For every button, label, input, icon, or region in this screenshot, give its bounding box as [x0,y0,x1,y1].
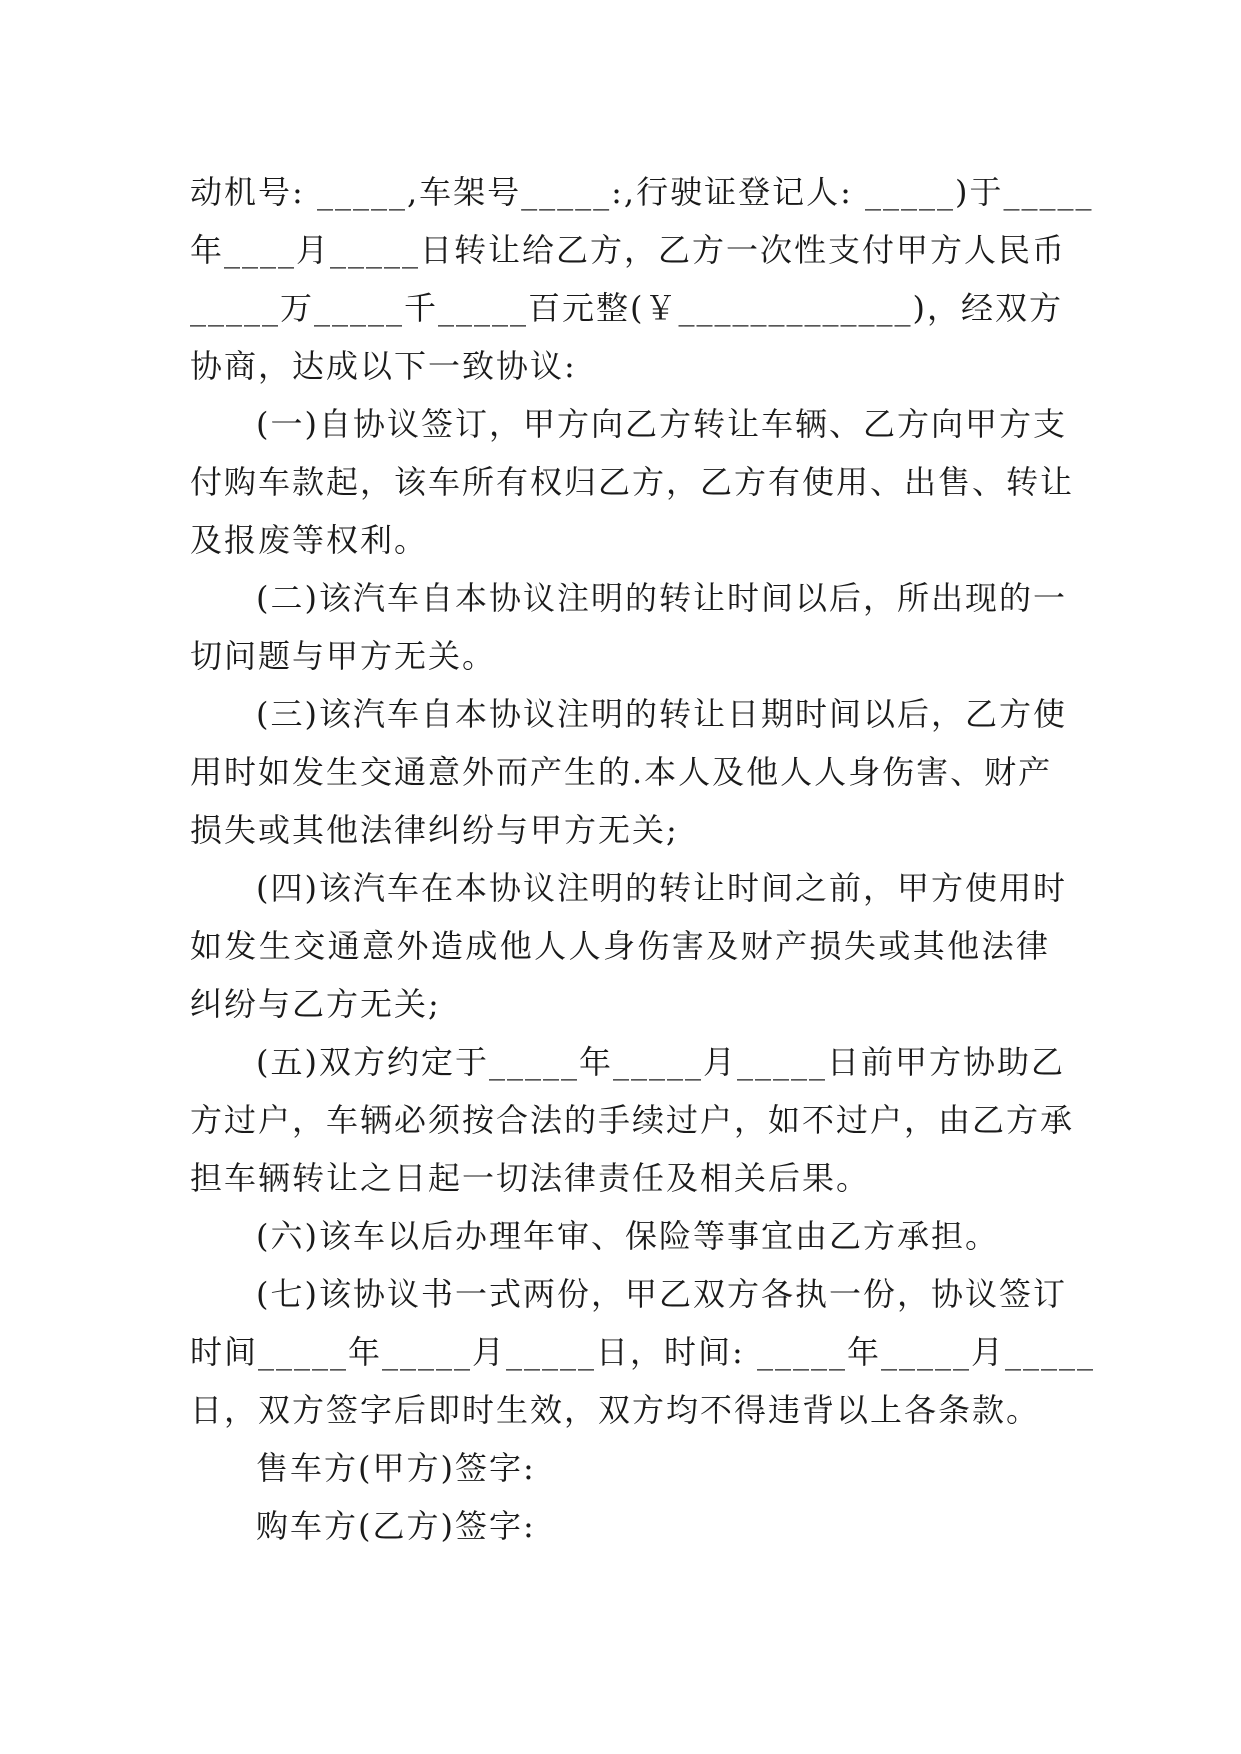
document-line: 售车方(甲方)签字: [256,1449,536,1487]
document-line: 动机号: _____,车架号_____:,行驶证登记人: _____)于_____ [190,173,1094,211]
document-line: 付购车款起，该车所有权归乙方，乙方有使用、出售、转让 [190,463,1075,501]
document-line: (二)该汽车自本协议注明的转让时间以后，所出现的一 [256,579,1067,617]
document-line: 购车方(乙方)签字: [256,1507,536,1545]
document-line: 担车辆转让之日起一切法律责任及相关后果。 [190,1159,871,1197]
document-line: (五)双方约定于_____年_____月_____日前甲方协助乙 [256,1043,1065,1081]
document-line: 协商，达成以下一致协议: [190,347,577,385]
document-line: 用时如发生交通意外而产生的.本人及他人人身伤害、财产 [190,753,1053,791]
document-line: (七)该协议书一式两份，甲乙双方各执一份，协议签订 [256,1275,1067,1313]
document-line: _____万_____千_____百元整(￥_____________)，经双方 [190,289,1063,327]
document-line: 时间_____年_____月_____日，时间: _____年_____月_____ [190,1333,1095,1371]
document-line: 及报废等权利。 [190,521,429,559]
document-line: 年____月_____日转让给乙方，乙方一次性支付甲方人民币 [190,231,1067,269]
document-line: (一)自协议签订，甲方向乙方转让车辆、乙方向甲方支 [256,405,1067,443]
document-body [190,163,1095,1555]
document-line: (三)该汽车自本协议注明的转让日期时间以后，乙方使 [256,695,1067,733]
document-line: 损失或其他法律纠纷与甲方无关; [190,811,679,849]
document-line: (六)该车以后办理年审、保险等事宜由乙方承担。 [256,1217,999,1255]
document-line: 切问题与甲方无关。 [190,637,497,675]
document-line: 纠纷与乙方无关; [190,985,441,1023]
document-line: 方过户，车辆必须按合法的手续过户，如不过户，由乙方承 [190,1101,1075,1139]
document-line: 日，双方签字后即时生效，双方均不得违背以上各条款。 [190,1391,1041,1429]
document-line: 如发生交通意外造成他人人身伤害及财产损失或其他法律 [190,927,1050,965]
document-line: (四)该汽车在本协议注明的转让时间之前，甲方使用时 [256,869,1067,907]
